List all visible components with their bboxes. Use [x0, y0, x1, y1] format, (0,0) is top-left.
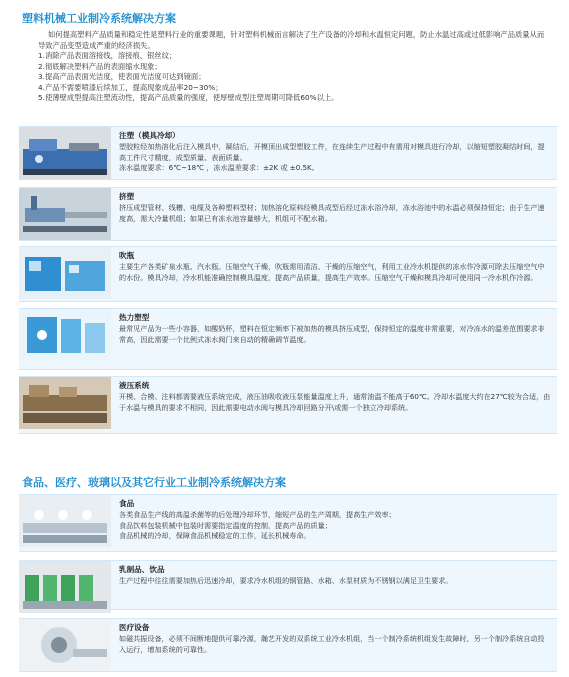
food-factory-photo [19, 495, 111, 547]
card-injection [19, 126, 557, 180]
intro-point: 5.使薄壁成型提高注塑流动性，提高产品质量的强度，使厚壁成型注塑周期可降低60%以上。 [38, 93, 339, 102]
card-food [19, 494, 557, 552]
card-requirement: 冻水温度要求：6℃~18℃ ，冻水温差要求：±2K 或 ±0.5K。 [119, 163, 319, 173]
card-title: 医疗设备 [119, 623, 150, 632]
intro-point: 4.产品不需要喷漆后续加工，提高现象成品率20~30%； [38, 82, 223, 92]
card-extrusion [19, 187, 557, 241]
card-title: 热力塑型 [119, 313, 150, 322]
card-hydraulic [19, 376, 557, 434]
section1-intro [38, 30, 548, 104]
card-description: 主要生产各类矿泉水瓶、汽水瓶。压缩空气干燥，吹瓶需用清洁、干燥的压缩空气，利用工业冷水机提供的冻水作冷源可除去压缩空气中的水份。模具冷却，冷水机能准确控制模具温度，提高产品质量，提高生产效率。压缩空气干燥和模具冷却可使用同一冷水机作冷源。 [119, 262, 545, 282]
card-description: 如磁共振设备，必须不间断地提供可靠冷源，瀚艺开发的双系统工业冷水机组，当一个制冷系统机组发生故障时，另一个制冷系统自动投入运行，增加系统的可靠性。 [119, 634, 545, 654]
card-description: 塑胶粒经加热溶化后注入模具中，凝结后，开模顶出成型塑胶工件，在连续生产过程中有需用对模具进行冷却，以缩短塑胶凝结时间，提高工件尺寸精度，成型质量、表面质量。 [119, 142, 545, 162]
card-description: 开模、合模、注料都需要液压系统完成，液压油吸收液压泵能量温度上升，通常油温不能高于60℃。冷却水温度大约在27℃较为合适，由于水温与模具的要求不相同，因此需要电动水阀与模具冷却回路分开\或需一个独立冷却系统。 [119, 392, 551, 412]
card-description-3: 食品机械的冷却，保障食品机械稳定的工作，延长机械寿命。 [119, 531, 311, 541]
card-title: 食品 [119, 499, 135, 508]
card-description-2: 食品饮料包装机械中包装时需要指定温度的控制，提高产品的质量； [119, 520, 332, 530]
card-medical [19, 618, 557, 672]
injection-machine-photo [19, 127, 111, 179]
card-description: 挤压成型管材、线槽、电缆及各种塑料型材；加热溶化原料经模具成型后经过冻水浴冷却，冻水浴池中的水温必须保持恒定；由于生产速度高，需大冷量机组；如果已有冻水池容量够大，机组可不配水箱。 [119, 203, 545, 223]
card-title: 液压系统 [119, 381, 150, 390]
intro-point: 3.提高产品表面光洁度，使表面光洁度可达到镜面； [38, 72, 206, 81]
section1-title: 塑料机械工业制冷系统解决方案 [22, 12, 176, 25]
card-title: 注塑（模具冷却） [119, 131, 180, 140]
card-description: 生产过程中往往需要加热后迅速冷却，要求冷水机组的铜管路、水箱、水泵材质为不锈钢以满足卫生要求。 [119, 576, 453, 586]
hydraulic-workshop-photo [19, 377, 111, 429]
section2-title: 食品、医疗、玻璃以及其它行业工业制冷系统解决方案 [22, 476, 286, 489]
card-thermoforming [19, 308, 557, 370]
blow-molding-machine-photo [19, 247, 111, 299]
mri-machine-photo [19, 619, 111, 671]
card-title: 乳制品、饮品 [119, 565, 165, 574]
intro-paragraph: 如何提高塑料产品质量和稳定性是塑料行业的重要课题，针对塑料机械而言解决了生产设备的冷却和水温恒定问题，防止水温过高或过低影响产品质量从而导致产品变型造成严重的经济损失。 [38, 30, 545, 50]
intro-point: 1.消除产品表面溶接线，溶接痕，银丝纹； [38, 51, 177, 60]
card-title: 挤塑 [119, 192, 135, 201]
card-blow-molding [19, 246, 557, 302]
card-description: 各类食品生产线的高温杀菌等的后处理冷却环节，缩短产品的生产周期，提高生产效率； [119, 510, 396, 520]
dairy-production-photo [19, 561, 111, 613]
card-title: 吹瓶 [119, 251, 135, 260]
thermoforming-products-photo [19, 309, 111, 361]
card-description: 最常见产品为一些小容器，如酸奶杯，塑料在恒定频率下被加热的模具挤压成型，保持恒定的温度非常重要，对冷冻水的温差范围要求非常高，因此需要一个比例式冻水阀门来自动的精确调节温度。 [119, 324, 545, 344]
extrusion-line-photo [19, 188, 111, 240]
card-dairy [19, 560, 557, 610]
intro-point: 2.彻底解决塑料产品的表面缩水现象； [38, 61, 162, 71]
